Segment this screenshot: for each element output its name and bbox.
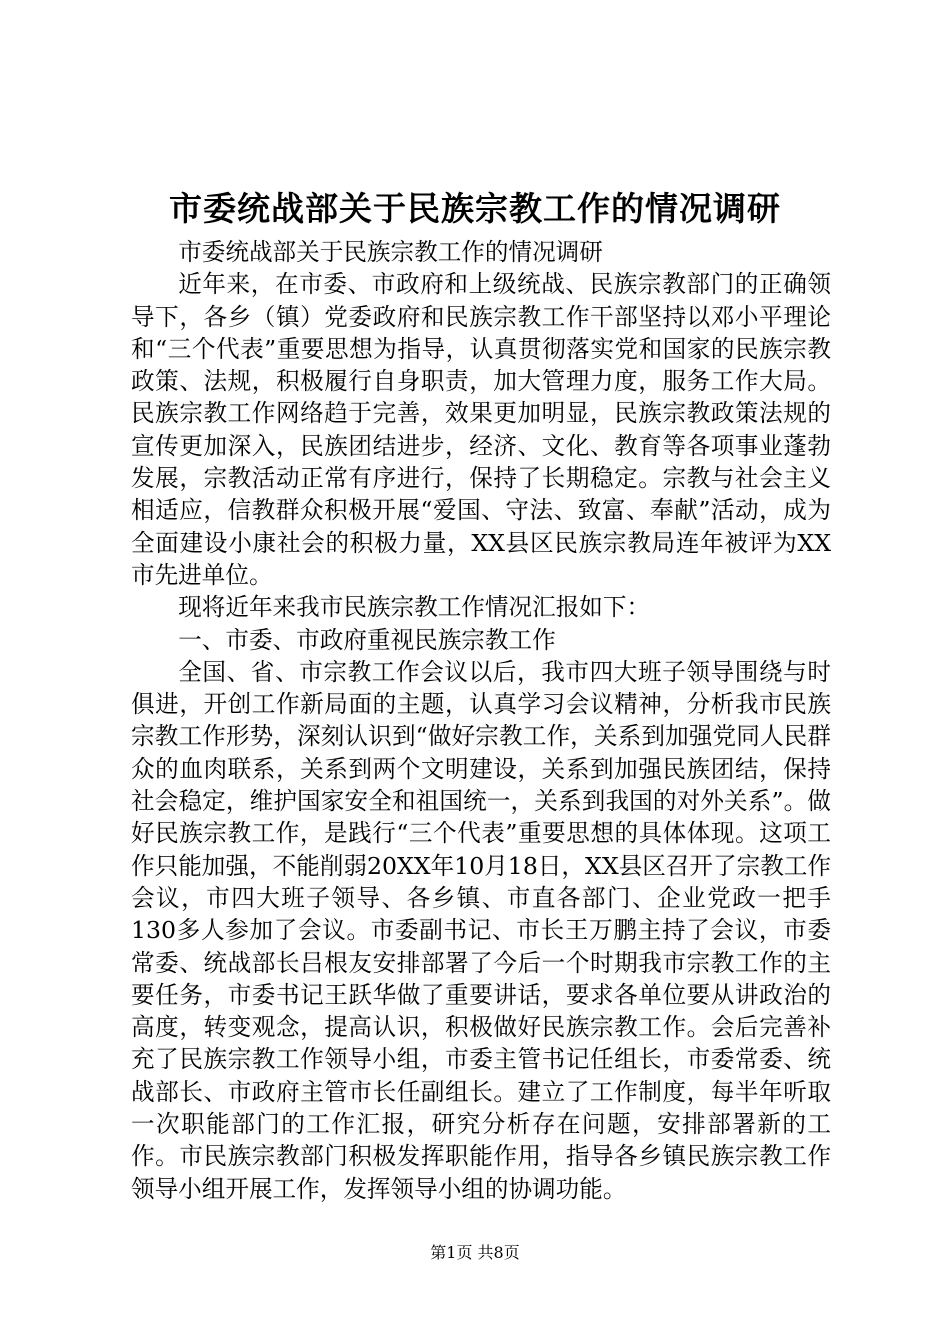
subtitle-paragraph: 市委统战部关于民族宗教工作的情况调研: [178, 238, 603, 266]
page-footer: 第1页 共8页: [430, 1243, 520, 1262]
section-heading: 一、市委、市政府重视民族宗教工作: [178, 625, 556, 654]
document-title: 市委统战部关于民族宗教工作的情况调研: [169, 189, 781, 228]
section-body-paragraph: 全国、省、市宗教工作会议以后，我市四大班子领导围绕与时俱进，开创工作新局面的主题，认真学习会议精神，分析我市民族宗教工作形势，深刻认识到“做好宗教工作，关系到加强党同人民群众的血肉联系，关系到两个文明建设，关系到加强民族团结，保持社会稳定，维护国家安全和祖国统一，关系到我国的对外关系”。做好民族宗教工作，是践行“三个代表”重要思想的具体体现。这项工作只能加强，不能削弱20XX年10月18日，XX县区召开了宗教工作会议，市四大班子领导、各乡镇、市直各部门、企业党政一把手130多人参加了会议。市委副书记、市长王万鹏主持了会议，市委常委、统战部长吕根友安排部署了今后一个时期我市宗教工作的主要任务，市委书记王跃华做了重要讲话，要求各单位要从讲政治的高度，转变观念，提高认识，积极做好民族宗教工作。会后完善补充了民族宗教工作领导小组，市委主管书记任组长，市委常委、统战部长、市政府主管市长任副组长。建立了工作制度，每半年听取一次职能部门的工作汇报，研究分析存在问题，安排部署新的工作。市民族宗教部门积极发挥职能作用，指导各乡镇民族宗教工作领导小组开展工作，发挥领导小组的协调功能。: [131, 657, 831, 1203]
intro-paragraph: 近年来，在市委、市政府和上级统战、民族宗教部门的正确领导下，各乡（镇）党委政府和民族宗教工作干部坚持以邓小平理论和“三个代表”重要思想为指导，认真贯彻落实党和国家的民族宗教政策、法规，积极履行自身职责，加大管理力度，服务工作大局。民族宗教工作网络趋于完善，效果更加明显，民族宗教政策法规的宣传更加深入，民族团结进步，经济、文化、教育等各项事业蓬勃发展，宗教活动正常有序进行，保持了长期稳定。宗教与社会主义相适应，信教群众积极开展“爱国、守法、致富、奉献”活动，成为全面建设小康社会的积极力量，XX县区民族宗教局连年被评为XX市先进单位。: [131, 270, 831, 589]
document-body: [131, 236, 831, 1205]
report-lead-paragraph: 现将近年来我市民族宗教工作情况汇报如下：: [178, 593, 651, 622]
